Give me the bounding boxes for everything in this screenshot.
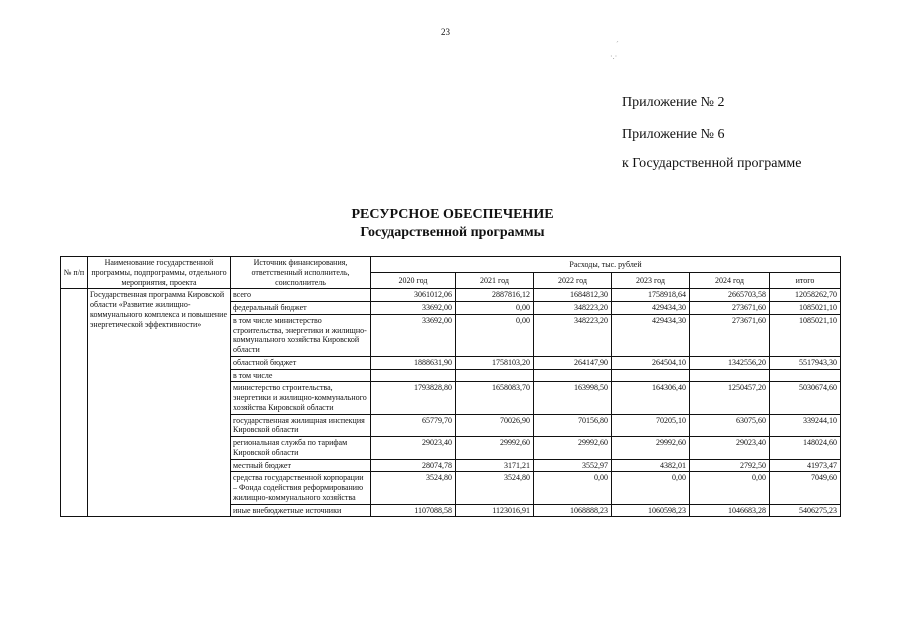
value-cell: 0,00 (534, 472, 612, 504)
value-cell: 1068888,23 (534, 504, 612, 517)
value-cell: 1060598,23 (612, 504, 690, 517)
value-cell: 3524,80 (371, 472, 456, 504)
value-cell (534, 369, 612, 382)
value-cell: 163998,50 (534, 382, 612, 414)
value-cell (690, 369, 770, 382)
total-cell (770, 369, 841, 382)
page-number: 23 (441, 27, 450, 37)
source-cell: местный бюджет (231, 459, 371, 472)
value-cell: 348223,20 (534, 314, 612, 356)
total-cell: 41973,47 (770, 459, 841, 472)
program-name-cell: Государственная программа Кировской области «Развитие жилищно-коммунального комплекса и повышение энергетической эффективности» (88, 289, 231, 517)
value-cell: 264147,90 (534, 356, 612, 369)
source-cell: региональная служба по тарифам Кировской области (231, 437, 371, 460)
value-cell: 0,00 (456, 302, 534, 315)
scan-speck: ·.· (610, 52, 618, 61)
total-cell: 148024,60 (770, 437, 841, 460)
header-num: № п/п (61, 257, 88, 289)
table-row (61, 289, 841, 302)
value-cell: 273671,60 (690, 302, 770, 315)
value-cell: 29023,40 (371, 437, 456, 460)
header-year-2021: 2021 год (456, 273, 534, 289)
value-cell: 348223,20 (534, 302, 612, 315)
value-cell: 70205,10 (612, 414, 690, 437)
value-cell: 29023,40 (690, 437, 770, 460)
value-cell: 1758918,64 (612, 289, 690, 302)
appendix-line-1: Приложение № 2 (622, 95, 725, 110)
source-cell: всего (231, 289, 371, 302)
total-cell: 7049,60 (770, 472, 841, 504)
header-year-2024: 2024 год (690, 273, 770, 289)
value-cell: 0,00 (456, 314, 534, 356)
value-cell: 2887816,12 (456, 289, 534, 302)
value-cell: 3552,97 (534, 459, 612, 472)
source-cell: средства государственной корпорации – Фонда содействия реформированию жилищно-коммунального хозяйства (231, 472, 371, 504)
header-year-2023: 2023 год (612, 273, 690, 289)
value-cell: 1107088,58 (371, 504, 456, 517)
value-cell: 0,00 (690, 472, 770, 504)
header-year-2020: 2020 год (371, 273, 456, 289)
value-cell: 29992,60 (534, 437, 612, 460)
value-cell: 1342556,20 (690, 356, 770, 369)
total-cell: 5030674,60 (770, 382, 841, 414)
total-cell: 1085021,10 (770, 314, 841, 356)
total-cell: 1085021,10 (770, 302, 841, 315)
source-cell: в том числе (231, 369, 371, 382)
value-cell: 1046683,28 (690, 504, 770, 517)
total-cell: 5517943,30 (770, 356, 841, 369)
value-cell: 1684812,30 (534, 289, 612, 302)
header-year-2022: 2022 год (534, 273, 612, 289)
source-cell: министерство строительства, энергетики и жилищно-коммунального хозяйства Кировской области (231, 382, 371, 414)
value-cell: 164306,40 (612, 382, 690, 414)
value-cell: 0,00 (612, 472, 690, 504)
total-cell: 12058262,70 (770, 289, 841, 302)
total-cell: 339244,10 (770, 414, 841, 437)
value-cell: 3061012,06 (371, 289, 456, 302)
value-cell: 2665703,58 (690, 289, 770, 302)
value-cell (371, 369, 456, 382)
value-cell: 1758103,20 (456, 356, 534, 369)
value-cell (456, 369, 534, 382)
value-cell: 429434,30 (612, 314, 690, 356)
appendix-line-3: к Государственной программе (622, 156, 802, 171)
value-cell: 3171,21 (456, 459, 534, 472)
value-cell: 429434,30 (612, 302, 690, 315)
row-num-cell (61, 289, 88, 517)
value-cell: 273671,60 (690, 314, 770, 356)
header-total: итого (770, 273, 841, 289)
resource-table (60, 256, 841, 517)
header-name: Наименование государственной программы, подпрограммы, отдельного мероприятия, проекта (88, 257, 231, 289)
value-cell (612, 369, 690, 382)
value-cell: 29992,60 (456, 437, 534, 460)
value-cell: 4382,01 (612, 459, 690, 472)
value-cell: 33692,00 (371, 302, 456, 315)
value-cell: 3524,80 (456, 472, 534, 504)
document-subtitle: Государственной программы (360, 225, 545, 240)
value-cell: 1888631,90 (371, 356, 456, 369)
value-cell: 63075,60 (690, 414, 770, 437)
value-cell: 2792,50 (690, 459, 770, 472)
header-source: Источник финансирования, ответственный исполнитель, соисполнитель (231, 257, 371, 289)
value-cell: 28074,78 (371, 459, 456, 472)
source-cell: областной бюджет (231, 356, 371, 369)
scan-speck: ˊ (616, 40, 619, 49)
total-cell: 5406275,23 (770, 504, 841, 517)
value-cell: 1793828,80 (371, 382, 456, 414)
value-cell: 65779,70 (371, 414, 456, 437)
source-cell: иные внебюджетные источники (231, 504, 371, 517)
value-cell: 1123016,91 (456, 504, 534, 517)
value-cell: 70156,80 (534, 414, 612, 437)
value-cell: 264504,10 (612, 356, 690, 369)
header-expenses: Расходы, тыс. рублей (371, 257, 841, 273)
value-cell: 1658083,70 (456, 382, 534, 414)
source-cell: в том числе министерство строительства, энергетики и жилищно-коммунального хозяйства Кировской области (231, 314, 371, 356)
source-cell: федеральный бюджет (231, 302, 371, 315)
value-cell: 33692,00 (371, 314, 456, 356)
value-cell: 1250457,20 (690, 382, 770, 414)
document-title: РЕСУРСНОЕ ОБЕСПЕЧЕНИЕ (351, 207, 554, 222)
source-cell: государственная жилищная инспекция Кировской области (231, 414, 371, 437)
value-cell: 70026,90 (456, 414, 534, 437)
value-cell: 29992,60 (612, 437, 690, 460)
appendix-line-2: Приложение № 6 (622, 127, 725, 142)
